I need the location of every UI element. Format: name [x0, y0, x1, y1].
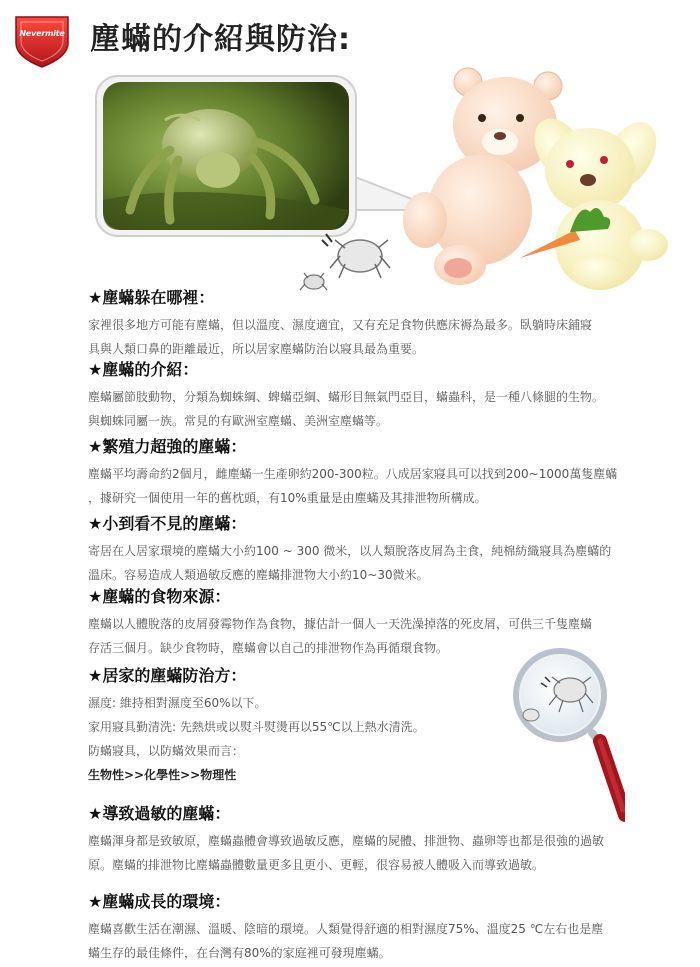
section-text: 與蜘蛛同屬一族。常見的有歐洲室塵蟎、美洲室塵蟎等。 — [88, 414, 389, 428]
section-text: 蟎生存的最佳條件，在台灣有80%的家庭裡可發現塵蟎。 — [88, 946, 391, 960]
logo-text: Nevermite — [19, 29, 65, 38]
section-text: 塵蟎以人體脫落的皮屑發霉物作為食物，據估計一個人一天洗澡掉落的死皮屑，可供三千隻塵蟎 — [88, 617, 593, 631]
page-title: 塵蟎的介紹與防治: — [90, 22, 351, 57]
section-strong-text: 生物性>>化學性>>物理性 — [88, 768, 237, 782]
section-text: 具與人類口鼻的距離最近，所以居家塵蟎防治以寢具最為重要。 — [88, 342, 425, 356]
section-title: ★塵蟎的介紹： — [88, 360, 199, 379]
section-title: ★小到看不見的塵蟎： — [88, 514, 247, 533]
section-text: ，據研究一個使用一年的舊枕頭，有10%重量是由塵蟎及其排泄物所構成。 — [88, 491, 487, 505]
section-text: 防蟎寢具，以防蟎效果而言： — [88, 744, 245, 758]
section-title: ★塵蟎成長的環境： — [88, 892, 231, 911]
section-text: 存活三個月。缺少食物時，塵蟎會以自己的排泄物作為再循環食物。 — [88, 641, 449, 655]
section-allergy — [88, 802, 688, 877]
section-text: 溫床。容易造成人類過敏反應的塵蟎排泄物大小約10~30微米。 — [88, 568, 429, 582]
section-text: 濕度: 維持相對濕度至60%以下。 — [88, 696, 267, 710]
section-title: ★居家的塵蟎防治方： — [88, 666, 247, 685]
section-environment — [88, 890, 688, 965]
section-title: ★導致過敏的塵蟎： — [88, 804, 231, 823]
section-text: 塵蟎屬節肢動物，分類為蜘蛛綱、蜱蟎亞綱、蟎形目無氣門亞目，蟎蟲科，是一種八條腿的生物。 — [88, 390, 605, 404]
section-title: ★塵蟎的食物來源： — [88, 587, 231, 606]
section-title: ★塵蟎躲在哪裡： — [88, 288, 215, 307]
section-mite-intro — [88, 358, 688, 433]
section-title: ★繁殖力超強的塵蟎： — [88, 437, 247, 456]
magnifier-icon — [505, 645, 625, 825]
section-reproduction — [88, 435, 688, 510]
section-prevention — [88, 664, 508, 787]
mite-photo — [96, 76, 440, 236]
section-text: 原。塵蟎的排泄物比塵蟎蟲體數量更多且更小、更輕，很容易被人體吸入而導致過敏。 — [88, 858, 545, 872]
cartoon-mite-icon — [300, 234, 390, 290]
section-text: 塵蟎喜歡生活在潮濕、溫暖、陰暗的環境。人類覺得舒適的相對濕度75%、溫度25 ℃左右也是塵 — [88, 922, 604, 936]
section-invisible-size — [88, 512, 688, 587]
section-text: 家用寢具勤清洗: 先熱烘或以熨斗熨燙再以55℃以上熱水清洗。 — [88, 720, 425, 734]
bunny-illustration — [520, 110, 668, 290]
section-text: 塵蟎渾身都是致敏原，塵蟎蟲體會導致過敏反應，塵蟎的屍體、排泄物、蟲卵等也都是很強的過敏 — [88, 834, 605, 848]
section-where-mites-hide — [88, 286, 688, 361]
section-text: 塵蟎平均壽命約2個月，雌塵蟎一生產卵約200-300粒。八成居家寢具可以找到200~1000萬隻塵蟎 — [88, 467, 618, 481]
section-text: 家裡很多地方可能有塵蟎，但以溫度、濕度適宜，又有充足食物供應床褥為最多。臥躺時床鋪寢 — [88, 318, 593, 332]
hero-illustration — [0, 60, 700, 300]
section-text: 寄居在人居家環境的塵蟎大小約100 ~ 300 微米，以人類脫落皮屑為主食，純棉紡織寢具為塵蟎的 — [88, 544, 612, 558]
